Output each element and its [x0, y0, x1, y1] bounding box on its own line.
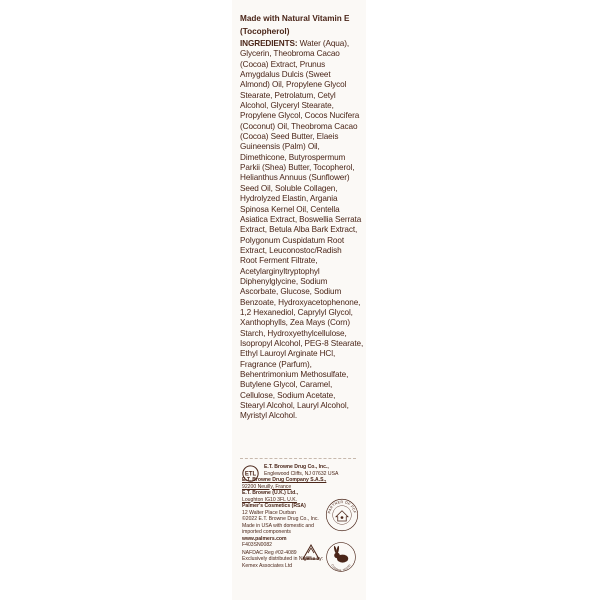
ingredient-line: Behentrimonium Methosulfate, — [240, 370, 349, 379]
ingredient-line: Almond) Oil, Propylene Glycol — [240, 80, 347, 90]
address-line: E.T. Browne (U.K.) Ltd., — [242, 490, 299, 496]
address-line: Loughton IG10 3FL U.K. — [242, 496, 298, 503]
ingredient-line: Xanthophylls, Zea Mays (Corn) — [240, 318, 350, 328]
ingredient-line: Glycerin, Theobroma Cacao — [240, 49, 340, 59]
ingredient-line: 1,2 Hexanediol, Caprylyl Glycol, — [240, 307, 353, 317]
ingredient-line: Root Ferment Filtrate, — [240, 256, 318, 266]
heading-line-2: (Tocopherol) — [240, 26, 290, 36]
ingredients-label: INGREDIENTS: — [240, 39, 298, 48]
vitamin-e-heading — [240, 13, 364, 38]
etl-text: ETL — [244, 471, 257, 478]
ingredient-line: Fragrance (Parfum), — [240, 359, 312, 369]
ingredient-line: Alcohol, Glyceryl Stearate, — [240, 101, 334, 111]
ingredient-line: Parkii (Shea) Butter, Tocopherol, — [240, 163, 355, 173]
ingredient-line: Stearate, Petrolatum, Cetyl — [240, 90, 336, 100]
ingredient-line: Starch, Hydroxyethylcellulose, — [240, 328, 347, 338]
pcf-text: PARTNER OF PCF — [327, 500, 357, 514]
heading-line-1: Made with Natural Vitamin E — [240, 14, 350, 23]
ingredient-line: Extract, Leuconostoc/Radish — [240, 245, 342, 255]
address-line: NAFDAC Reg #02-4089 — [242, 549, 297, 556]
ingredient-line: Propylene Glycol, Cocos Nucifera — [240, 111, 360, 121]
ingredient-line: Myristyl Alcohol. — [240, 411, 297, 421]
recycle-icon — [301, 543, 321, 563]
address-line: ©2022 E.T. Browne Drug Co., Inc. — [242, 516, 319, 522]
svg-text:PARTNER OF PCF — [327, 500, 357, 514]
ingredient-line: Asiatica Extract, Boswellia Serrata — [240, 214, 362, 224]
bunny-text: O ANIMAL TESTIN — [330, 563, 352, 573]
paraben-free-partner-icon — [325, 498, 359, 532]
ingredient-line: (Cocoa) Seed Butter, Elaeis — [240, 132, 339, 142]
ingredient-line: (Coconut) Oil, Theobroma Cacao — [240, 121, 358, 131]
address-line: Palmer's Cosmetics (RSA) — [242, 503, 306, 509]
ingredient-line: Ascorbate, Glucose, Sodium — [240, 287, 342, 297]
ingredient-line: Spinosa Kernel Oil, Centella — [240, 204, 340, 214]
ingredient-line: Diphenylglycine, Sodium — [240, 276, 328, 286]
ingredient-line: Ethyl Lauroyl Arginate HCl, — [240, 349, 336, 359]
ingredient-line: Extract, Betula Alba Bark Extract, — [240, 225, 358, 235]
ingredients-first: Water (Aqua), — [297, 39, 350, 48]
ingredient-line: Helianthus Annuus (Sunflower) — [240, 173, 350, 183]
ingredient-line: Amygdalus Dulcis (Sweet — [240, 70, 331, 80]
ingredient-line: Stearyl Alcohol, Lauryl Alcohol, — [240, 401, 349, 411]
address-line: imported components — [242, 529, 291, 535]
website-text: www.palmers.com — [242, 535, 287, 542]
ingredient-line: Benzoate, Hydroxyacetophenone, — [240, 297, 361, 307]
address-line: 12 Walter Place Durban — [242, 509, 296, 516]
ingredient-line: Guineensis (Palm) Oil, — [240, 142, 320, 152]
ingredient-line: Seed Oil, Soluble Collagen, — [240, 183, 338, 193]
ingredient-line: Dimethicone, Butyrospermum — [240, 152, 346, 162]
ingredients-first-line — [240, 39, 366, 49]
ingredient-line: (Cocoa) Extract, Prunus — [240, 59, 326, 69]
cruelty-free-bunny-icon — [325, 541, 357, 573]
address-line: Exclusively distributed in Nigeria by: — [242, 556, 324, 562]
ingredient-line: Butylene Glycol, Caramel, — [240, 380, 333, 390]
section-divider — [240, 458, 356, 459]
ingredient-line: Polygonum Cuspidatum Root — [240, 235, 344, 245]
address-line: 92200 Neuilly, France — [242, 483, 292, 490]
address-line: Englewood Cliffs, NJ 07632 USA — [264, 470, 339, 477]
ingredient-line: Isopropyl Alcohol, PEG-8 Stearate, — [240, 338, 364, 348]
address-line: E.T. Browne Drug Co., Inc., — [264, 464, 329, 470]
address-line: Made in USA with domestic and — [242, 522, 314, 529]
ingredient-line: Acetylarginyltryptophyl — [240, 266, 320, 276]
ingredient-line: Cellulose, Sodium Acetate, — [240, 390, 336, 400]
address-line: F403SN0082 — [242, 542, 273, 548]
address-line: Kemex Associates Ltd — [242, 562, 293, 569]
ingredient-line: Hydrolyzed Elastin, Argania — [240, 194, 338, 204]
address-line: E.T. Browne Drug Company S.A.S., — [242, 477, 327, 483]
ingredients-list — [240, 39, 366, 422]
